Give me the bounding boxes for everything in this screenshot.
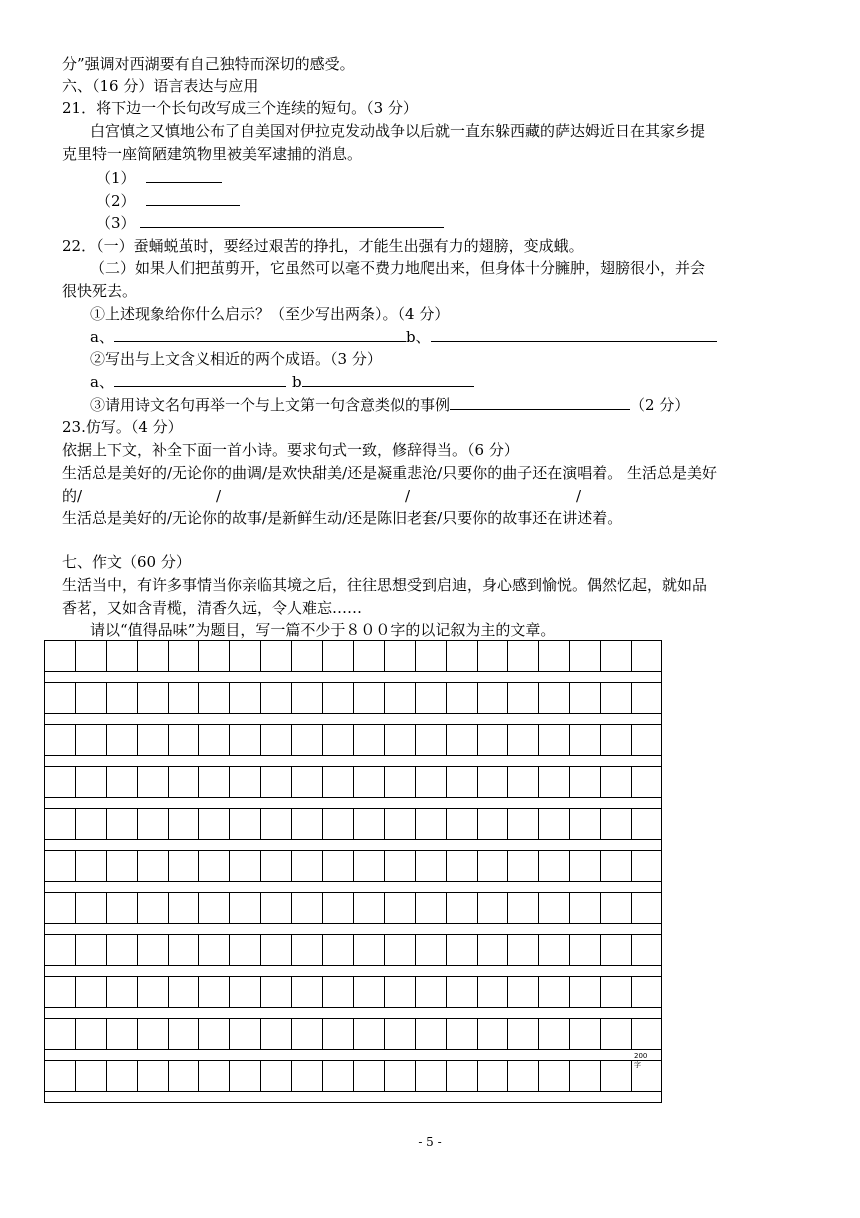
grid-cell[interactable] [261,683,292,713]
grid-cell[interactable] [539,1061,570,1091]
grid-cell[interactable] [385,893,416,923]
grid-cell[interactable] [478,683,509,713]
grid-cell[interactable] [76,893,107,923]
grid-cell[interactable] [261,767,292,797]
grid-cell[interactable] [416,809,447,839]
grid-cell[interactable] [354,767,385,797]
grid-cell[interactable] [323,1019,354,1049]
grid-cell[interactable] [447,1019,478,1049]
grid-cell[interactable] [601,935,632,965]
grid-cell[interactable] [45,1061,76,1091]
grid-cell[interactable] [323,809,354,839]
grid-cell[interactable] [323,1061,354,1091]
grid-cell[interactable] [447,1061,478,1091]
grid-cell[interactable] [509,641,540,671]
grid-cell[interactable] [323,725,354,755]
grid-cell[interactable] [76,1061,107,1091]
grid-cell[interactable] [292,1019,323,1049]
grid-cell[interactable] [539,851,570,881]
grid-cell[interactable] [601,767,632,797]
grid-row [44,976,662,1008]
grid-cell[interactable] [509,683,540,713]
grid-cell[interactable] [107,977,138,1007]
grid-cell[interactable] [509,725,540,755]
grid-cell[interactable] [76,809,107,839]
grid-cell[interactable] [292,725,323,755]
grid-row [44,934,662,966]
grid-cell[interactable] [45,683,76,713]
grid-cell[interactable] [107,935,138,965]
grid-cell[interactable] [169,851,200,881]
grid-cell[interactable] [478,809,509,839]
grid-cell[interactable] [570,809,601,839]
grid-cell[interactable] [570,1061,601,1091]
grid-cell[interactable] [539,767,570,797]
grid-cell[interactable] [230,683,261,713]
grid-row-gap [44,924,662,934]
grid-cell[interactable] [601,641,632,671]
grid-cell[interactable] [539,683,570,713]
grid-cell[interactable] [601,725,632,755]
grid-cell[interactable] [76,977,107,1007]
grid-cell[interactable] [292,1061,323,1091]
grid-cell[interactable] [138,893,169,923]
grid-cell[interactable] [416,1061,447,1091]
grid-cell[interactable] [230,809,261,839]
grid-cell[interactable] [230,767,261,797]
grid-cell[interactable] [570,851,601,881]
grid-cell[interactable] [200,1019,231,1049]
grid-cell[interactable] [385,851,416,881]
grid-cell[interactable] [107,683,138,713]
grid-row-gap [44,1008,662,1018]
grid-cell[interactable] [200,977,231,1007]
grid-cell[interactable] [323,641,354,671]
grid-row-gap [44,798,662,808]
grid-cell[interactable] [200,1061,231,1091]
grid-cell[interactable] [261,1061,292,1091]
question-22-1: ①上述现象给你什么启示？（至少写出两条）。（4 分） [90,305,450,323]
grid-cell[interactable] [539,893,570,923]
grid-cell[interactable] [138,767,169,797]
grid-cell[interactable] [138,683,169,713]
grid-cell[interactable] [447,893,478,923]
grid-cell[interactable] [261,1019,292,1049]
grid-cell[interactable] [169,641,200,671]
grid-cell[interactable] [45,641,76,671]
grid-cell[interactable] [292,767,323,797]
text-line: （二）如果人们把茧剪开，它虽然可以毫不费力地爬出来，但身体十分臃肿，翅膀很小，并会 [90,259,706,277]
grid-cell[interactable] [509,935,540,965]
grid-row-gap [44,840,662,850]
grid-cell[interactable] [509,893,540,923]
grid-cell[interactable] [230,1061,261,1091]
grid-row-gap [44,1050,662,1060]
grid-cell[interactable] [354,1061,385,1091]
text-line: 依据上下文，补全下面一首小诗。要求句式一致，修辞得当。（6 分） [62,441,519,459]
grid-cell[interactable] [323,935,354,965]
grid-cell[interactable] [416,893,447,923]
grid-cell[interactable] [169,977,200,1007]
text-line: 克里特一座简陋建筑物里被美军逮捕的消息。 [62,145,363,163]
grid-cell[interactable] [292,935,323,965]
section-heading-6: 六、（16 分）语言表达与应用 [62,77,259,95]
grid-row [44,1060,662,1092]
grid-cell[interactable] [107,641,138,671]
grid-cell[interactable] [385,935,416,965]
grid-cell[interactable] [107,1019,138,1049]
grid-cell[interactable] [539,725,570,755]
grid-cell[interactable] [478,893,509,923]
grid-cell[interactable] [601,683,632,713]
grid-row [44,682,662,714]
grid-cell[interactable] [416,683,447,713]
grid-cell[interactable] [570,1019,601,1049]
grid-cell[interactable] [230,641,261,671]
grid-cell[interactable] [447,809,478,839]
grid-cell[interactable] [509,1061,540,1091]
grid-bottom-border [44,1102,662,1103]
grid-cell[interactable] [478,641,509,671]
grid-cell[interactable] [200,725,231,755]
word-count-mark: 200 字 [634,1052,648,1069]
grid-row-gap [44,714,662,724]
grid-row [44,850,662,882]
grid-cell[interactable] [292,851,323,881]
grid-cell[interactable] [601,851,632,881]
grid-cell[interactable] [509,767,540,797]
grid-cell[interactable] [354,851,385,881]
question-22: 22．（一）蚕蛹蜕茧时，要经过艰苦的挣扎，才能生出强有力的翅膀，变成蛾。 [62,237,584,255]
grid-cell[interactable] [169,935,200,965]
grid-cell[interactable] [570,977,601,1007]
grid-cell[interactable] [416,851,447,881]
grid-cell[interactable] [230,725,261,755]
grid-cell[interactable] [539,641,570,671]
grid-cell[interactable] [539,977,570,1007]
grid-cell[interactable] [138,725,169,755]
answer-line-3: （3） [96,213,444,233]
text-line: 白宫慎之又慎地公布了自美国对伊拉克发动战争以后就一直东躲西藏的萨达姆近日在其家乡提 [90,122,706,140]
grid-cell[interactable] [478,725,509,755]
grid-cell[interactable] [447,935,478,965]
grid-cell[interactable] [323,767,354,797]
grid-cell[interactable] [169,725,200,755]
grid-cell[interactable] [447,683,478,713]
grid-cell[interactable] [45,935,76,965]
grid-cell[interactable] [45,809,76,839]
grid-cell[interactable] [45,767,76,797]
grid-cell[interactable] [539,809,570,839]
grid-cell[interactable] [323,683,354,713]
answer-line-2: （2） [96,191,240,211]
grid-cell[interactable] [478,851,509,881]
grid-cell[interactable] [45,893,76,923]
grid-cell[interactable] [570,893,601,923]
grid-row [44,1018,662,1050]
grid-cell[interactable] [601,1019,632,1049]
grid-cell[interactable] [354,809,385,839]
grid-cell[interactable] [509,851,540,881]
grid-cell[interactable] [509,977,540,1007]
grid-cell[interactable] [76,641,107,671]
text-line: 生活当中，有许多事情当你亲临其境之后，往往思想受到启迪，身心感到愉悦。偶然忆起，就如品 [62,576,708,594]
section-heading-7: 七、作文（60 分） [62,553,191,571]
grid-cell[interactable] [385,1019,416,1049]
grid-cell[interactable] [354,1019,385,1049]
grid-cell[interactable] [292,641,323,671]
grid-cell[interactable] [45,977,76,1007]
grid-cell[interactable] [107,1061,138,1091]
grid-cell[interactable] [261,851,292,881]
grid-cell[interactable] [261,893,292,923]
text-line: 香茗，又如含青榄，清香久远，令人难忘…… [62,599,363,617]
grid-cell[interactable] [261,641,292,671]
grid-cell[interactable] [76,935,107,965]
grid-cell[interactable] [261,977,292,1007]
grid-cell[interactable] [570,935,601,965]
grid-cell[interactable] [76,725,107,755]
grid-cell[interactable] [570,767,601,797]
grid-cell[interactable] [138,809,169,839]
answer-line-22-2: a、 b [90,372,474,392]
grid-cell[interactable] [539,935,570,965]
poem-fill-line: 的/ / / / [62,487,582,505]
grid-cell[interactable] [230,1019,261,1049]
question-23: 23.仿写。（4 分） [62,418,183,436]
grid-cell[interactable] [416,935,447,965]
grid-cell[interactable] [169,1019,200,1049]
grid-cell[interactable] [107,725,138,755]
grid-cell[interactable] [416,641,447,671]
grid-cell[interactable] [261,935,292,965]
grid-row [44,724,662,756]
grid-cell[interactable] [601,809,632,839]
grid-cell[interactable] [76,851,107,881]
grid-cell[interactable] [601,893,632,923]
grid-cell[interactable] [230,893,261,923]
grid-cell[interactable] [354,725,385,755]
grid-cell[interactable] [478,767,509,797]
grid-row-gap [44,1092,662,1102]
grid-cell[interactable] [200,893,231,923]
grid-cell[interactable] [416,977,447,1007]
grid-cell[interactable] [416,725,447,755]
grid-cell[interactable] [416,1019,447,1049]
grid-cell[interactable] [447,641,478,671]
grid-cell[interactable] [447,977,478,1007]
question-22-3: ③请用诗文名句再举一个与上文第一句含意类似的事例 （2 分） [90,396,690,414]
grid-cell[interactable] [200,851,231,881]
grid-cell[interactable] [230,935,261,965]
grid-cell[interactable] [107,893,138,923]
grid-cell[interactable] [354,683,385,713]
grid-row-gap [44,966,662,976]
page-number: - 5 - [418,1135,442,1149]
grid-cell[interactable] [323,851,354,881]
grid-cell[interactable] [200,767,231,797]
grid-row [44,892,662,924]
grid-cell[interactable] [45,851,76,881]
grid-cell[interactable] [292,893,323,923]
text-line: 分”强调对西湖要有自己独特而深切的感受。 [62,55,355,73]
poem-line-1: 生活总是美好的/无论你的曲调/是欢快甜美/还是凝重悲沧/只要你的曲子还在演唱着。 生活总是美好 [62,464,717,482]
grid-cell[interactable] [385,1061,416,1091]
grid-cell[interactable] [447,725,478,755]
grid-row [44,766,662,798]
grid-row [44,640,662,672]
grid-cell[interactable] [385,977,416,1007]
grid-cell[interactable] [292,809,323,839]
grid-cell[interactable] [323,977,354,1007]
grid-cell[interactable] [76,683,107,713]
grid-cell[interactable] [261,725,292,755]
grid-cell[interactable] [292,683,323,713]
grid-cell[interactable] [169,683,200,713]
question-22-2: ②写出与上文含义相近的两个成语。（3 分） [90,350,382,368]
grid-cell[interactable] [509,809,540,839]
grid-cell[interactable] [385,809,416,839]
grid-cell[interactable] [354,641,385,671]
grid-cell[interactable] [323,893,354,923]
grid-cell[interactable] [478,935,509,965]
grid-cell[interactable] [416,767,447,797]
grid-cell[interactable] [138,935,169,965]
grid-cell[interactable] [138,851,169,881]
grid-cell[interactable] [385,767,416,797]
grid-cell[interactable] [200,809,231,839]
grid-cell[interactable] [138,641,169,671]
grid-row-gap [44,672,662,682]
grid-cell[interactable] [230,851,261,881]
poem-line-3: 生活总是美好的/无论你的故事/是新鲜生动/还是陈旧老套/只要你的故事还在讲述着。 [62,509,623,527]
answer-line-1: （1） [96,168,222,188]
grid-cell[interactable] [478,977,509,1007]
grid-cell[interactable] [138,1019,169,1049]
grid-cell[interactable] [138,977,169,1007]
grid-cell[interactable] [107,851,138,881]
grid-cell[interactable] [570,725,601,755]
grid-cell[interactable] [354,935,385,965]
grid-cell[interactable] [261,809,292,839]
grid-cell[interactable] [45,1019,76,1049]
grid-cell[interactable] [138,1061,169,1091]
grid-cell[interactable] [200,641,231,671]
grid-cell[interactable] [169,1061,200,1091]
grid-cell[interactable] [539,1019,570,1049]
grid-cell[interactable] [107,767,138,797]
grid-cell[interactable] [76,767,107,797]
grid-cell[interactable] [354,893,385,923]
grid-cell[interactable] [45,725,76,755]
essay-prompt: 请以“值得品味”为题目，写一篇不少于８００字的以记叙为主的文章。 [90,621,556,639]
grid-cell[interactable] [570,641,601,671]
grid-row-gap [44,882,662,892]
grid-cell[interactable] [385,725,416,755]
grid-cell[interactable] [478,1019,509,1049]
grid-cell[interactable] [385,683,416,713]
grid-cell[interactable] [354,977,385,1007]
grid-cell[interactable] [200,935,231,965]
grid-cell[interactable] [230,977,261,1007]
grid-cell[interactable] [292,977,323,1007]
text-line: 很快死去。 [62,282,138,300]
grid-cell[interactable] [447,851,478,881]
grid-cell[interactable] [447,767,478,797]
grid-cell[interactable] [200,683,231,713]
answer-line-22-1: a、 b、 [90,327,717,347]
grid-cell[interactable] [601,977,632,1007]
grid-cell[interactable] [169,767,200,797]
grid-cell[interactable] [509,1019,540,1049]
question-21: 21．将下边一个长句改写成三个连续的短句。（3 分） [62,99,418,117]
grid-cell[interactable] [76,1019,107,1049]
grid-row [44,808,662,840]
grid-cell[interactable] [478,1061,509,1091]
grid-cell[interactable] [169,809,200,839]
grid-row-gap [44,756,662,766]
grid-cell[interactable] [385,641,416,671]
grid-cell[interactable] [570,683,601,713]
grid-cell[interactable] [169,893,200,923]
grid-cell[interactable] [601,1061,632,1091]
grid-cell[interactable] [107,809,138,839]
